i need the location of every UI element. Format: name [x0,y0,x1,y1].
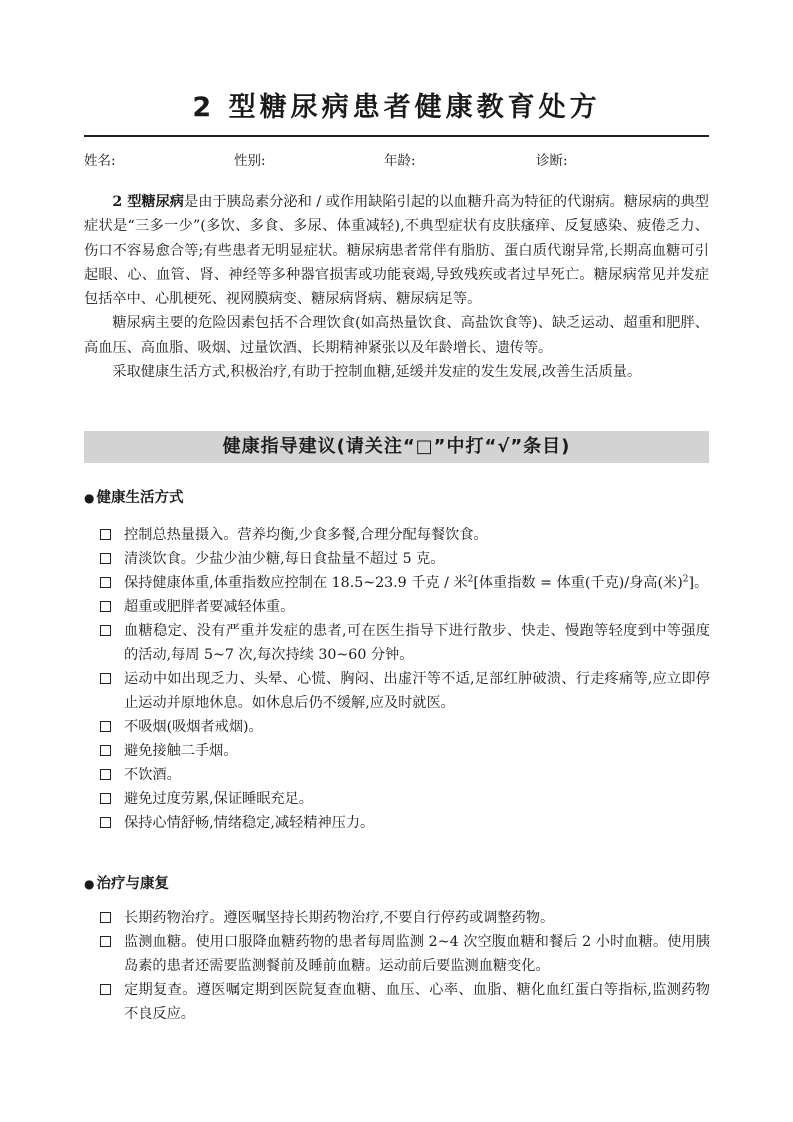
section-heading-lifestyle [84,487,183,509]
checkbox[interactable] [100,984,111,995]
checkbox[interactable] [100,936,111,947]
checklist-item-text: 保持健康体重,体重指数应控制在 18.5~23.9 千克 / 米 [124,575,468,591]
checklist-item [100,619,710,667]
treatment-checklist [100,906,710,1026]
checklist-item-text: 运动中如出现乏力、头晕、心慌、胸闷、出虚汗等不适,足部红肿破溃、行走疼痛等,应立即停止运动并原地休息。如休息后仍不缓解,应及时就医。 [124,671,710,711]
checkbox[interactable] [100,601,111,612]
section-heading-text: 健康生活方式 [96,490,184,506]
checkbox[interactable] [100,745,111,756]
checklist-item-text: 不吸烟(吸烟者戒烟)。 [124,719,263,735]
intro-paragraph-2: 糖尿病主要的危险因素包括不合理饮食(如高热量饮食、高盐饮食等)、缺乏运动、超重和肥胖、高血压、高血脂、吸烟、过量饮酒、长期精神紧张以及年龄增长、遗传等。 [84,315,709,356]
checkbox[interactable] [100,673,111,684]
checkbox[interactable] [100,553,111,564]
checklist-item-text: 监测血糖。使用口服降血糖药物的患者每周监测 2~4 次空腹血糖和餐后 2 小时血糖。使用胰岛素的患者还需要监测餐前及睡前血糖。运动前后要监测血糖变化。 [124,934,710,974]
page-title: 2 型糖尿病患者健康教育处方 [192,92,601,123]
intro-paragraph-1-text: 是由于胰岛素分泌和 / 或作用缺陷引起的以血糖升高为特征的代谢病。糖尿病的典型症状是“三多一少”(多饮、多食、多尿、体重减轻),不典型症状有皮肤瘙痒、反复感染、疲倦乏力、伤口不容易愈合等;有些患者无明显症状。糖尿病患者常伴有脂肪、蛋白质代谢异常,长期高血糖可引起眼、心、血管、肾、神经等多种器官损害或功能衰竭,导致残疾或者过早死亡。糖尿病常见并发症包括卒中、心肌梗死、视网膜病变、糖尿病肾病、糖尿病足等。 [84,194,709,308]
checklist-item [100,667,710,715]
checklist-item [100,906,710,930]
checkbox[interactable] [100,529,111,540]
diagnosis-label: 诊断: [536,153,568,169]
intro-text [84,190,709,384]
checklist-item-text: 避免过度劳累,保证睡眠充足。 [124,791,313,807]
intro-keyword: 2 型糖尿病 [112,194,185,210]
checklist-item [100,763,710,787]
checkbox[interactable] [100,817,111,828]
checkbox[interactable] [100,577,111,588]
checklist-item-text: 避免接触二手烟。 [124,743,238,759]
guidance-banner: 健康指导建议(请关注“□”中打“√”条目) [84,431,709,463]
checklist-item [100,523,710,547]
checklist-item [100,547,710,571]
checklist-item-text: 长期药物治疗。遵医嘱坚持长期药物治疗,不要自行停药或调整药物。 [124,910,555,926]
checklist-item [100,811,710,835]
checklist-item [100,571,710,595]
title-divider [84,135,709,137]
checklist-item [100,715,710,739]
section-heading-text: 治疗与康复 [96,876,169,892]
checkbox[interactable] [100,625,111,636]
section-heading-treatment [84,873,169,895]
checklist-item-text: 清淡饮食。少盐少油少糖,每日食盐量不超过 5 克。 [124,551,445,567]
checklist-item [100,978,710,1026]
checklist-item-text: 不饮酒。 [124,767,181,783]
name-label: 姓名: [84,153,116,169]
checkbox[interactable] [100,912,111,923]
checkbox[interactable] [100,721,111,732]
checklist-item-text: 保持心情舒畅,情绪稳定,减轻精神压力。 [124,815,375,831]
checklist-item [100,739,710,763]
superscript: 2 [682,574,689,585]
intro-paragraph-1 [84,190,709,311]
intro-paragraph-3: 采取健康生活方式,积极治疗,有助于控制血糖,延缓并发症的发生发展,改善生活质量。 [112,364,642,381]
checklist-item-text: 定期复查。遵医嘱定期到医院复查血糖、血压、心率、血脂、糖化血红蛋白等指标,监测药物不良反应。 [124,982,710,1022]
bullet-icon: ● [84,491,95,505]
checklist-item [100,930,710,978]
checklist-item-text: 控制总热量摄入。营养均衡,少食多餐,合理分配每餐饮食。 [124,527,488,543]
lifestyle-checklist [100,523,710,835]
checklist-item [100,787,710,811]
checkbox[interactable] [100,769,111,780]
checklist-item [100,595,710,619]
gender-label: 性别: [234,153,266,169]
age-label: 年龄: [384,153,416,169]
checklist-item-text: 血糖稳定、没有严重并发症的患者,可在医生指导下进行散步、快走、慢跑等轻度到中等强度的活动,每周 5~7 次,每次持续 30~60 分钟。 [124,623,710,663]
bmi-formula-text: [体重指数 = 体重(千克)/身高(米) [473,575,683,591]
checkbox[interactable] [100,793,111,804]
bmi-formula-end: ]。 [688,575,709,591]
patient-info-row [84,149,709,169]
superscript: 2 [467,574,474,585]
checklist-item-text: 超重或肥胖者要减轻体重。 [124,599,295,615]
bullet-icon: ● [84,877,95,891]
